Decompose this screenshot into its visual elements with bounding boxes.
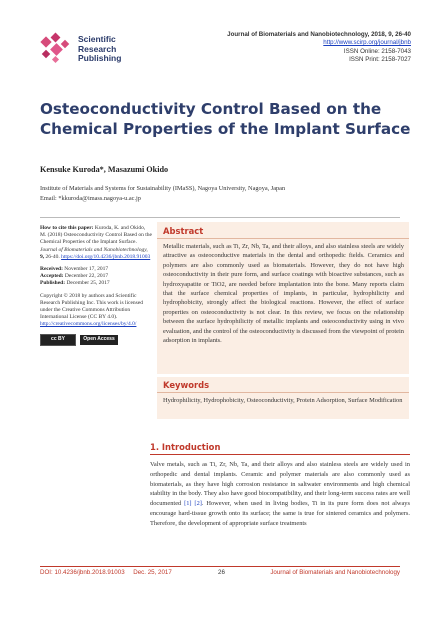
introduction-text — [150, 460, 410, 529]
cite-volume: 9, — [40, 253, 45, 260]
authors: Kensuke Kuroda*, Masazumi Okido — [40, 165, 169, 174]
publisher-line-3: Publishing — [78, 53, 122, 63]
footer-doi: DOI: 10.4236/jbnb.2018.91003 — [40, 569, 125, 576]
intro-text-part-1: Valve metals, such as Ti, Zr, Nb, Ta, and their alloys and also stainless steels are widely used in orthopedic and dental implants. Ceramic and polymer materials are also commonly used as biomaterials, as they have high corrosion resistance in saltwater environments and high chemical stability in the body. They also have good biocompatibility, and their long-term success rates are well documented — [150, 461, 410, 508]
header-divider — [40, 217, 400, 218]
journal-citation: Journal of Biomaterials and Nanobiotechnology, 2018, 9, 26-40 — [227, 31, 411, 38]
issn-print: ISSN Print: 2158-7027 — [349, 55, 411, 63]
received-label: Received: — [40, 266, 63, 273]
published-date: December 25, 2017 — [66, 280, 110, 287]
open-access-icon[interactable]: Open Access — [80, 335, 118, 345]
abstract-heading: Abstract — [163, 226, 204, 236]
keywords-rule — [157, 392, 409, 393]
accepted-label: Accepted: — [40, 273, 64, 280]
affiliation: Institute of Materials and Systems for Sustainability (IMaSS), Nagoya University, Nagoya, Japan — [40, 185, 286, 192]
license-badges — [40, 334, 152, 346]
cc-by-icon[interactable]: cc BY — [40, 334, 76, 346]
abstract-text: Metallic materials, such as Ti, Zr, Nb, Ta, and their alloys, and also stainless steels are widely attractive as osteoconductive materials in the dental and orthopedic fields. Ceramics and polymers are also commonly used as biomaterials. However, they do not have high osteoconductivity in their pure form, and surface coatings with bioactive substances, such as hydroxyapatite or TiO2, are needed before implantation into the bone. Many reports claim that the surface chemical properties of implants, in particular, hydrophilicity and hydrophobicity, strongly affect the biological reactions. However, the effect of surface properties on osteoconductivity is not clear. In this review, we focus on the relationship between the surface hydrophilicity of metallic implants and osteoconductivity using in vivo evaluation, and the control of the osteoconductivity is discussed from the viewpoint of protein adsorption in implants. — [163, 243, 404, 345]
accepted-date: December 22, 2017 — [64, 273, 109, 280]
cite-doi-link[interactable]: https://doi.org/10.4236/jbnb.2018.91003 — [61, 253, 151, 260]
footer-date: Dec. 25, 2017 — [133, 569, 172, 576]
footer-rule — [40, 566, 400, 567]
license-link[interactable]: http://creativecommons.org/licenses/by/4.0/ — [40, 321, 137, 328]
journal-info — [181, 31, 411, 64]
publisher-line-2: Research — [78, 43, 117, 54]
footer-doi-date — [40, 569, 172, 576]
keywords-heading: Keywords — [163, 380, 210, 390]
received-date: November 17, 2017 — [64, 266, 109, 273]
cite-label: How to cite this paper: — [40, 225, 94, 231]
copyright-text: Copyright © 2018 by authors and Scientific Research Publishing Inc. This work is licensed under the Creative Commons Attribution International License (CC BY 4.0). — [40, 292, 144, 321]
publisher-name — [78, 35, 121, 64]
intro-text-part-2: . However, when used in living bodies, Ti in its pure form does not always encourage hard-tissue growth onto its surface; the same is true for sintered ceramics and polymers. Therefore, the development of appropriate surface treatments — [150, 500, 410, 527]
publisher-line-1: Scientific — [78, 34, 116, 44]
cite-text: Kuroda, K. and Okido, M. (2018) Osteoconductivity Control Based on the Chemical Properties of the Implant Surface. — [40, 225, 152, 246]
journal-url-link[interactable]: http://www.scirp.org/journal/jbnb — [323, 39, 411, 47]
abstract-rule — [157, 238, 409, 239]
keywords-text: Hydrophilicity, Hydrophobicity, Osteoconductivity, Protein Adsorption, Surface Modification — [163, 397, 403, 404]
dates-block — [40, 266, 152, 288]
cite-pages: 26-40. — [45, 253, 60, 260]
paper-title: Osteoconductivity Control Based on the Chemical Properties of the Implant Surface — [40, 100, 411, 138]
page-number: 26 — [218, 569, 225, 576]
reference-link[interactable]: [1] [2] — [184, 500, 202, 508]
citation-sidebar — [40, 225, 152, 346]
introduction-heading: 1. Introduction — [150, 442, 221, 452]
email: Email: *kkuroda@imass.nagoya-u.ac.jp — [40, 194, 141, 202]
published-label: Published: — [40, 280, 66, 287]
footer-journal: Journal of Biomaterials and Nanobiotechnology — [270, 569, 400, 576]
publisher-logo-icon — [40, 32, 74, 66]
cite-journal: Journal of Biomaterials and Nanobiotechnology, — [40, 246, 148, 253]
issn-online: ISSN Online: 2158-7043 — [343, 47, 411, 55]
cite-block — [40, 225, 152, 261]
introduction-rule — [150, 454, 410, 455]
publisher-logo — [40, 32, 180, 66]
affiliation-block — [40, 184, 420, 203]
copyright-block — [40, 293, 152, 329]
